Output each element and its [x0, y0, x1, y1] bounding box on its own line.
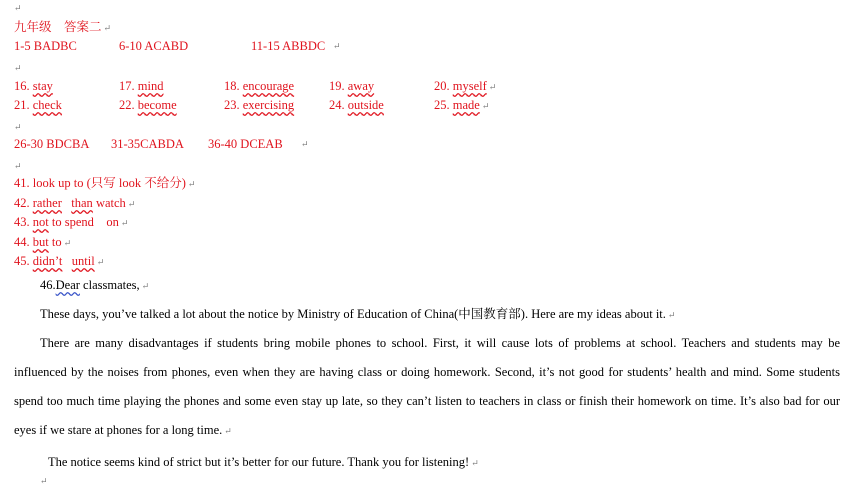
paragraph-mark: ↵	[14, 122, 22, 132]
paragraph-mark: ↵	[14, 63, 22, 73]
essay-greeting: 46.Dear classmates, ↵	[40, 278, 150, 292]
answer-44: 44. but to ↵	[14, 235, 72, 249]
paragraph-mark: ↵	[14, 3, 22, 13]
paragraph-mark: ↵	[40, 476, 48, 486]
document-page: ↵ 九年级 答案二 ↵ 1-5 BADBC 6-10 ACABD 11-15 ABBDC ↵ ↵ 16. stay 17. mind 18. encourage 19. away 20. myself ↵ 21. check 22. become 23. exercising 24. outside 25. made ↵ ↵ 26-30 BDCBA 31-35CABDA 36-40 DCEAB ↵ ↵ 41. look up to (只写 look 不给分) ↵ 42. rather than watch ↵ 43. not to spend on ↵ 44. but to ↵ 45. didn’t until ↵ 46.Dear classmates, ↵ These days, you’ve talked a lot about the notice by Ministry of Education of China(中国教育部). Here are my ideas about it. ↵ There are many disadvantages if students bring mobile phones to school. First, it will cause lots of problems at school. Teachers and students may be influenced by the noises from phones, even when they are having class or doing homework. Second, it’s not good for students’ health and mind. Some students spend too much time playing the phones and some even stay up late, so they can’t listen to teachers in class or finish their homework on time. It’s also bad for our eyes if we stare at phones for a long time. ↵ The notice seems kind of strict but it’s better for our future. Thank you for listening! ↵ ↵	[14, 3, 840, 486]
paragraph-mark: ↵	[14, 161, 22, 171]
answer-42: 42. rather than watch ↵	[14, 196, 136, 210]
doc-title: 九年级 答案二 ↵	[14, 20, 112, 34]
answer-45: 45. didn’t until ↵	[14, 254, 105, 268]
essay-paragraph-2: There are many disadvantages if students bring mobile phones to school. First, it will cause lots of problems at school. Teachers and students may be influenced by the noises from phones, even when they are having class or doing homework. Second, it’s not good for students’ health and mind. Some students spend too much time playing the phones and some even stay up late, so they can’t listen to teachers in class or finish their homework on time. It’s also bad for our eyes if we stare at phones for a long time. ↵	[14, 336, 840, 437]
essay-paragraph-3: The notice seems kind of strict but it’s better for our future. Thank you for listening! ↵	[48, 455, 479, 469]
answer-43: 43. not to spend on ↵	[14, 215, 129, 229]
answer-41: 41. look up to (只写 look 不给分) ↵	[14, 176, 196, 190]
essay-paragraph-1: These days, you’ve talked a lot about the notice by Ministry of Education of China(中国教育部). Here are my ideas about it. ↵	[40, 307, 676, 321]
